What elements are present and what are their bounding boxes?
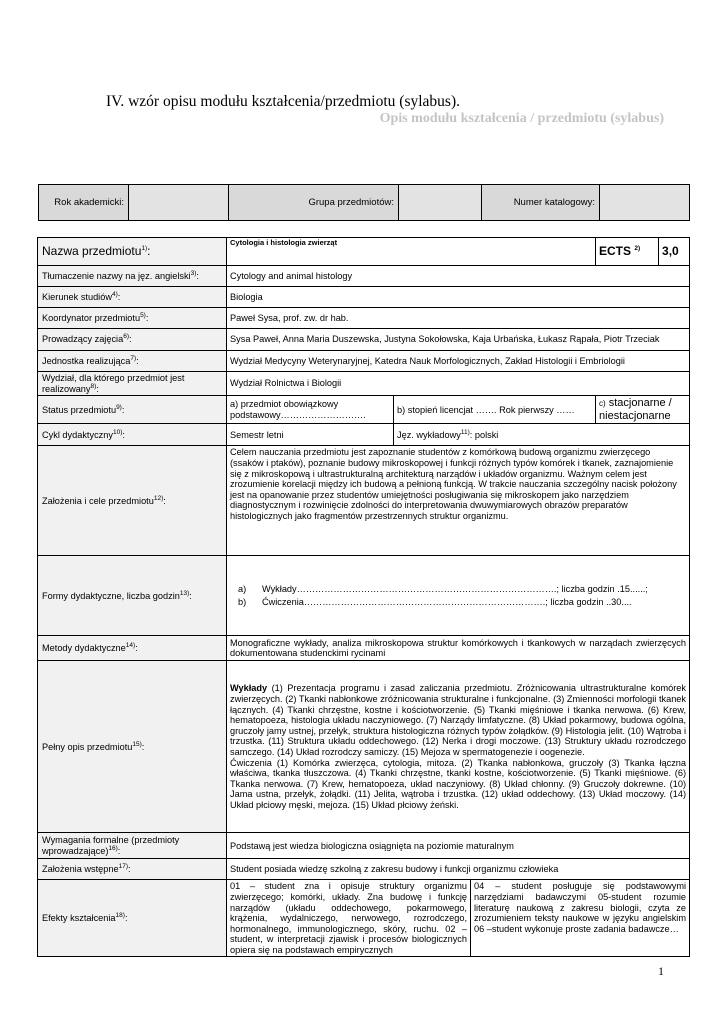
rok-akademicki-value[interactable] — [129, 185, 229, 220]
table-row — [38, 446, 690, 556]
table-row — [38, 833, 690, 859]
table-row — [38, 287, 690, 308]
numer-katalogowy-label: Numer katalogowy: — [482, 185, 600, 220]
table-row — [38, 266, 690, 287]
faded-heading: Opis modułu kształcenia / przedmiotu (sylabus) — [379, 111, 664, 126]
tlumaczenie-label: Tłumaczenie nazwy na jęz. angielski$^{3)}$: — [38, 266, 227, 287]
zalozenia-wstepne-label: Założenia wstępne$^{17)}$: — [38, 859, 227, 880]
ects-label: ECTS $^{2)}$ — [596, 238, 659, 266]
rok-akademicki-label: Rok akademicki: — [39, 185, 129, 220]
cykl-label: Cykl dydaktyczny$^{10)}$: — [38, 424, 227, 446]
efekty-left: 01 – student zna i opisuje struktury organizmu zwierzęcego; komórki, układy. Zna budowę i funkcję narządów (układu oddechowego, pokarmowego, krążenia, wydalniczego, nerwowego, rozrodczego, hormonalnego, immunologicznego, skóry, ruchu. 02 – student, w interpretacji zjawisk i procesów biologicznych opiera się na podstawach empirycznych — [227, 880, 471, 957]
wymagania-label: Wymagania formalne (przedmioty wprowadzające)$^{16)}$: — [38, 833, 227, 859]
prowadzacy-label: Prowadzący zajęcia$^{6)}$: — [38, 329, 227, 351]
catalog-header-bar — [38, 184, 690, 221]
table-row — [38, 329, 690, 351]
table-row — [38, 372, 690, 396]
table-row — [38, 396, 690, 424]
jednostka-label: Jednostka realizująca$^{7)}$: — [38, 351, 227, 372]
table-row — [38, 859, 690, 880]
metody-value: Monograficzne wykłady, analiza mikroskopowa struktur komórkowych i tkankowych w narządach zwierzęcych dokumentowana studenckimi rycinami — [227, 636, 690, 661]
status-a: a) przedmiot obowiązkowy podstawowy………………………. — [227, 396, 394, 424]
document-heading: IV. wzór opisu modułu kształcenia/przedmiotu (sylabus). — [106, 93, 460, 110]
nazwa-label: Nazwa przedmiotu$^{1)}$: — [38, 238, 227, 266]
metody-label: Metody dydaktyczne$^{14)}$: — [38, 636, 227, 661]
koordynator-value: Paweł Sysa, prof. zw. dr hab. — [227, 308, 690, 329]
status-label: Status przedmiotu$^{9)}$: — [38, 396, 227, 424]
ects-value: 3,0 — [659, 238, 690, 266]
status-c: c) stacjonarne / niestacjonarne — [596, 396, 690, 424]
table-row — [38, 238, 690, 266]
formy-value — [227, 556, 690, 636]
list-item: a) Wykłady………………………………………………………………………….; liczba godzin .15......; — [238, 583, 648, 594]
table-row — [38, 308, 690, 329]
wyklady-description: Wykłady (1) Prezentacja programu i zasad zaliczania przedmiotu. Zróżnicowania ultrastrukturalne komórek zwierzęcych. (2) Tkanki nabłonkowe zróżnicowania strukturalne i funkcjonalne. (3) Zmienności morfologii tkanek łącznych. (4) Tkanki chrzęstne, kostne i kościotworzenie. (5) Tkanki mięśniowe i tkanka nerwowa. (6) Krew, hematopoeza, histologia układu naczyniowego. (7) Narządy limfatyczne. (8) Układ pokarmowy, budowa ogólna, gruczoły jamy ustnej, przełyk, struktura histologiczna różnych typów żołądków. (9) Histologia jelit. (10) Wątroba i trzustka. (11) Struktura układu oddechowego. (12) Nerka i drogi moczowe. (13) Struktury układu rozrodczego samczego. (14) Układ rozrodczy samiczy. (15) Mejoza w spermatogenezie i oogenezie. — [230, 683, 687, 757]
page-number: 1 — [658, 964, 664, 978]
status-b: b) stopień licencjat ……. Rok pierwszy …… — [394, 396, 596, 424]
syllabus-table — [37, 237, 690, 957]
tlumaczenie-value: Cytology and animal histology — [227, 266, 690, 287]
numer-katalogowy-value[interactable] — [600, 185, 689, 220]
zalozenia-cele-value: Celem nauczania przedmiotu jest zapoznanie studentów z komórkową budową organizmu zwierzęcego (ssaków i ptaków), poznanie budowy mikroskopowej i funkcji różnych typów komórek i tkanek, zaznajomienie się z mikroskopową i ultrastrukturalną architekturą narządów i układów organizmu. Ważnym celem jest zrozumienie korelacji między ich budową a pełnioną funkcją. W trakcie nauczania szczególny nacisk położony jest na opanowanie przez studentów umiejętności posługiwania się mikroskopem jako narzędziem diagnostycznym i rozwinięcie zdolności do interpretowania dwuwymiarowych obrazów preparatów histologicznych jako fragmentów przestrzennych struktur organizmu. — [227, 446, 690, 556]
efekty-label: Efekty kształcenia$^{18)}$: — [38, 880, 227, 957]
pelny-opis-label: Pełny opis przedmiotu$^{15)}$: — [38, 661, 227, 833]
table-row — [38, 556, 690, 636]
wydzial-value: Wydział Rolnictwa i Biologii — [227, 372, 690, 396]
kierunek-label: Kierunek studiów$^{4)}$: — [38, 287, 227, 308]
zalozenia-wstepne-value: Student posiada wiedzę szkolną z zakresu budowy i funkcji organizmu człowieka — [227, 859, 690, 880]
kierunek-value: Biologia — [227, 287, 690, 308]
wymagania-value: Podstawą jest wiedza biologiczna osiągnięta na poziomie maturalnym — [227, 833, 690, 859]
koordynator-label: Koordynator przedmiotu$^{5)}$: — [38, 308, 227, 329]
zalozenia-cele-label: Założenia i cele przedmiotu$^{12)}$: — [38, 446, 227, 556]
table-row — [38, 661, 690, 833]
wydzial-label: Wydział, dla którego przedmiot jest realizowany$^{8)}$: — [38, 372, 227, 396]
jezyk-wykladowy: Jęz. wykładowy$^{11)}$: polski — [394, 424, 690, 446]
efekty-right: 04 – student posługuje się podstawowymi narzędziami badawczymi 05-student rozumie literaturę naukową z zakresu biologii, czyta ze zrozumieniem teksty naukowe w języku angielskim 06 –student wykonuje proste zadania badawcze… — [471, 880, 690, 957]
pelny-opis-value — [227, 661, 690, 833]
jednostka-value: Wydział Medycyny Weterynaryjnej, Katedra Nauk Morfologicznych, Zakład Histologii i Embriologii — [227, 351, 690, 372]
grupa-przedmiotow-value[interactable] — [399, 185, 482, 220]
nazwa-value: Cytologia i histologia zwierząt — [227, 238, 596, 266]
cykl-value: Semestr letni — [227, 424, 394, 446]
cwiczenia-description: Ćwiczenia (1) Komórka zwierzęca, cytologia, mitoza. (2) Tkanka nabłonkowa, gruczoły (3) Tkanka łączna właściwa, tkanka tłuszczowa. (4) Tkanki chrzęstne, tkanki kostne, kościotworzenie. (5) Tkanki mięśniowe. (6) Tkanka nerwowa. (7) Krew, hematopoeza, układ naczyniowy. (8) Układ chłonny. (9) Gruczoły dokrewne. (10) Jama ustna, przełyk, żołądki. (11) Jelita, wątroba i trzustka. (12) układ oddechowy. (13) Układ moczowy. (14) Układ płciowy męski, mejoza. (15) Układ płciowy żeński. — [230, 757, 687, 810]
table-row — [38, 424, 690, 446]
table-row — [38, 351, 690, 372]
prowadzacy-value: Sysa Paweł, Anna Maria Duszewska, Justyna Sokołowska, Kaja Urbańska, Łukasz Rąpała, Piotr Trzeciak — [227, 329, 690, 351]
table-row — [38, 880, 690, 957]
table-row — [38, 636, 690, 661]
list-item: b) Ćwiczenia…………………………………………………………………….; liczba godzin ..30.... — [238, 597, 632, 608]
grupa-przedmiotow-label: Grupa przedmiotów: — [229, 185, 399, 220]
formy-label: Formy dydaktyczne, liczba godzin$^{13)}$: — [38, 556, 227, 636]
